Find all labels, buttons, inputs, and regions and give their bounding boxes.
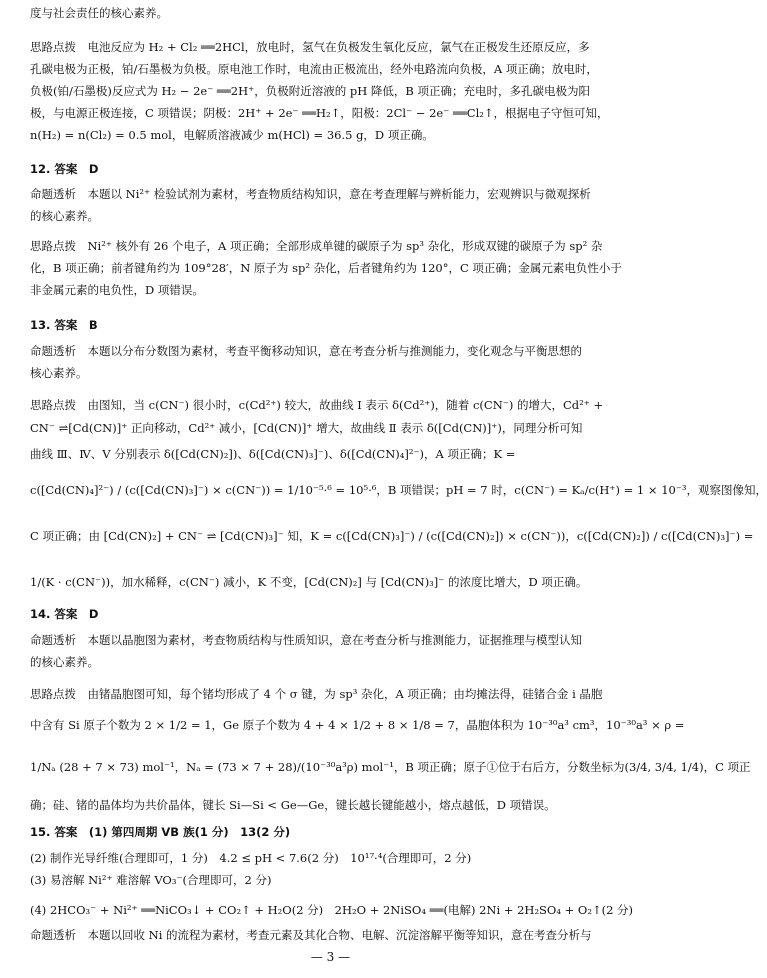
text-line: 非金属元素的电负性，D 项错误。 <box>30 283 204 297</box>
text-line: 命题透析 本题以回收 Ni 的流程为素材，考查元素及其化合物、电解、沉淀溶解平衡等知识，意在考查分析与 <box>30 928 592 942</box>
text-line: 确；硅、锗的晶体均为共价晶体，键长 Si—Si < Ge—Ge，键长越长键能越小，熔点越低，D 项错误。 <box>30 798 556 812</box>
text-line: 的核心素养。 <box>30 655 99 669</box>
text-line: (4) 2HCO₃⁻ + Ni²⁺ ══NiCO₃↓ + CO₂↑ + H₂O(2 分) 2H₂O + 2NiSO₄ ══(电解) 2Ni + 2H₂SO₄ + O₂↑(2 分) <box>30 903 634 917</box>
text-line: 曲线 Ⅲ、Ⅳ、Ⅴ 分别表示 δ([Cd(CN)₂])、δ([Cd(CN)₃]⁻)、δ([Cd(CN)₄]²⁻)，A 项正确；K = <box>30 447 516 461</box>
page-number: — 3 — <box>310 950 351 964</box>
formula-line: c([Cd(CN)₄]²⁻) / (c([Cd(CN)₃]⁻) × c(CN⁻)) = 1/10⁻⁵·⁶ = 10⁵·⁶，B 项错误；pH = 7 时，c(CN⁻) = Kₐ/c(H⁺) = 1 × 10⁻³，观察图像知， <box>30 483 767 497</box>
text-line: CN⁻ ⇌[Cd(CN)]⁺ 正向移动，Cd²⁺ 减小，[Cd(CN)]⁺ 增大，故曲线 Ⅱ 表示 δ([Cd(CN)]⁺)，同理分析可知 <box>30 421 583 435</box>
text-line: 极，与电源正极连接，C 项错误；阴极：2H⁺ + 2e⁻ ══H₂↑，阳极：2Cl⁻ − 2e⁻ ══Cl₂↑，根据电子守恒可知， <box>30 106 609 120</box>
formula-line: 1/(K · c(CN⁻))，加水稀释，c(CN⁻) 减小，K 不变，[Cd(CN)₂] 与 [Cd(CN)₃]⁻ 的浓度比增大，D 项正确。 <box>30 575 588 589</box>
text-line: 化，B 项正确；前者键角约为 109°28′，N 原子为 sp² 杂化，后者键角约为 120°，C 项正确；金属元素电负性小于 <box>30 261 622 275</box>
text-line: 孔碳电极为正极，铂/石墨极为负极。原电池工作时，电流由正极流出，经外电路流向负极，A 项正确；放电时， <box>30 62 598 76</box>
formula-line: 1/Nₐ (28 + 7 × 73) mol⁻¹，Nₐ = (73 × 7 + 28)/(10⁻³⁰a³ρ) mol⁻¹，B 项正确；原子①位于右后方，分数坐标为(3/4, 3/4, 1/4)，C 项正 <box>30 760 751 774</box>
question-14-answer: 14. 答案 D <box>30 607 99 621</box>
text-line: 核心素养。 <box>30 366 88 380</box>
text-line: 命题透析 本题以晶胞图为素材，考查物质结构与性质知识，意在考查分析与推测能力，证据推理与模型认知 <box>30 633 582 647</box>
text-line: 负极(铂/石墨极)反应式为 H₂ − 2e⁻ ══2H⁺，负极附近溶液的 pH 降低，B 项正确；充电时，多孔碳电极为阳 <box>30 84 591 98</box>
text-line: (2) 制作光导纤维(合理即可，1 分) 4.2 ≤ pH < 7.6(2 分) 10¹⁷·⁴(合理即可，2 分) <box>30 851 472 865</box>
text-line: 的核心素养。 <box>30 209 99 223</box>
text-line: 度与社会责任的核心素养。 <box>30 6 168 20</box>
formula-line: C 项正确；由 [Cd(CN)₂] + CN⁻ ⇌ [Cd(CN)₃]⁻ 知，K = c([Cd(CN)₃]⁻) / (c([Cd(CN)₂]) × c(CN⁻))，c([Cd(CN)₂]) / c([Cd(CN)₃]⁻) = <box>30 529 754 543</box>
text-line: 命题透析 本题以 Ni²⁺ 检验试剂为素材，考查物质结构知识，意在考查理解与辨析能力，宏观辨识与微观探析 <box>30 187 591 201</box>
question-12-answer: 12. 答案 D <box>30 162 99 176</box>
question-15-answer: 15. 答案 (1) 第四周期 ⅤB 族(1 分) 13(2 分) <box>30 825 291 839</box>
text-line: n(H₂) = n(Cl₂) = 0.5 mol，电解质溶液减少 m(HCl) = 36.5 g，D 项正确。 <box>30 128 434 142</box>
text-line: (3) 易溶解 Ni²⁺ 难溶解 VO₃⁻(合理即可，2 分) <box>30 873 272 887</box>
text-line: 思路点拨 由锗晶胞图可知，每个锗均形成了 4 个 σ 键，为 sp³ 杂化，A 项正确；由均摊法得，硅锗合金 ⅰ 晶胞 <box>30 687 603 701</box>
formula-line: 中含有 Si 原子个数为 2 × 1/2 = 1，Ge 原子个数为 4 + 4 × 1/2 + 8 × 1/8 = 7，晶胞体积为 10⁻³⁰a³ cm³，10⁻³⁰a³ × ρ = <box>30 718 685 732</box>
question-13-answer: 13. 答案 B <box>30 318 98 332</box>
text-line: 思路点拨 Ni²⁺ 核外有 26 个电子，A 项正确；全部形成单键的碳原子为 sp³ 杂化，形成双键的碳原子为 sp² 杂 <box>30 239 603 253</box>
text-line: 思路点拨 电池反应为 H₂ + Cl₂ ══2HCl，放电时，氢气在负极发生氧化反应，氯气在正极发生还原反应，多 <box>30 40 590 54</box>
text-line: 思路点拨 由图知，当 c(CN⁻) 很小时，c(Cd²⁺) 较大，故曲线 Ⅰ 表示 δ(Cd²⁺)，随着 c(CN⁻) 的增大，Cd²⁺ + <box>30 398 604 412</box>
text-line: 命题透析 本题以分布分数图为素材，考查平衡移动知识，意在考查分析与推测能力，变化观念与平衡思想的 <box>30 344 582 358</box>
